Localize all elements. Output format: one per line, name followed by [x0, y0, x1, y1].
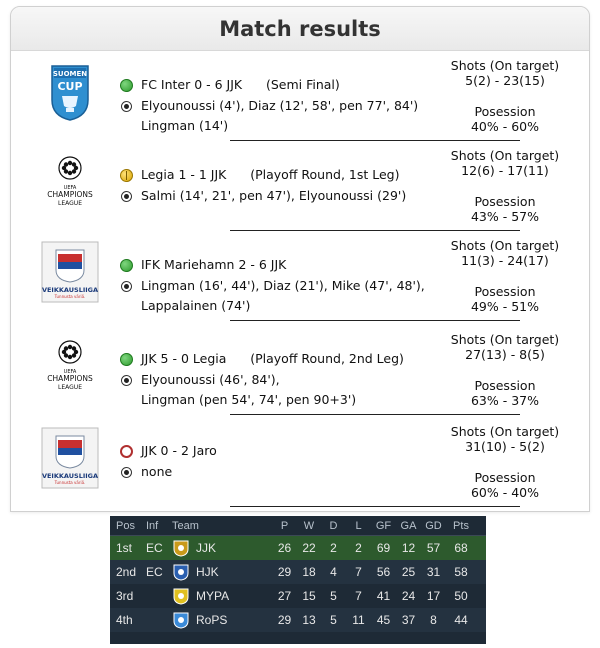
possession-value: 43% - 57%	[470, 209, 540, 224]
match-row	[0, 52, 580, 142]
league-p: 29	[277, 565, 292, 579]
svg-text:VEIKKAUSLIIGA: VEIKKAUSLIIGA	[41, 472, 99, 480]
match-row	[0, 142, 580, 232]
shots-value: 27(13) - 8(5)	[465, 347, 545, 362]
possession-label: Posession	[474, 104, 536, 119]
scorer-line: Lingman (pen 54', 74', pen 90+3')	[141, 392, 357, 407]
goal-ball-icon	[121, 281, 132, 292]
league-d: 5	[330, 613, 337, 627]
scorer-line: Lappalainen (74')	[141, 298, 251, 313]
champions-league-logo	[38, 150, 102, 214]
league-w: 18	[302, 565, 316, 579]
svg-text:UEFA: UEFA	[63, 369, 77, 375]
team-badge-icon	[172, 587, 190, 605]
league-gd: 17	[426, 589, 441, 603]
league-pos: 2nd	[116, 565, 137, 579]
suomen-cup-logo	[38, 60, 102, 124]
champions-league-logo	[38, 334, 102, 398]
league-l: 2	[355, 541, 362, 555]
league-pts: 44	[454, 613, 468, 627]
match-row	[0, 326, 580, 416]
league-pts: 50	[454, 589, 468, 603]
match-scorers	[141, 186, 431, 206]
shots-label: Shots (On target)	[450, 148, 560, 163]
svg-text:VEIKKAUSLIIGA: VEIKKAUSLIIGA	[41, 286, 99, 294]
goal-ball-icon	[121, 467, 132, 478]
header-p: P	[280, 519, 289, 532]
shots-value: 11(3) - 24(17)	[461, 253, 549, 268]
header-gd: GD	[425, 519, 442, 532]
shots-value: 5(2) - 23(15)	[465, 73, 545, 88]
shots-value: 12(6) - 17(11)	[461, 163, 549, 178]
panel-title: Match results	[11, 7, 589, 51]
league-w: 15	[302, 589, 316, 603]
svg-text:CHAMPIONS: CHAMPIONS	[47, 374, 93, 383]
league-inf: EC	[146, 541, 163, 555]
shots-value: 31(10) - 5(2)	[465, 439, 545, 454]
league-ga: 25	[401, 565, 416, 579]
svg-text:CUP: CUP	[57, 80, 83, 93]
match-row	[0, 232, 580, 322]
team-name[interactable]: MYPA	[196, 589, 230, 603]
result-draw-icon	[120, 169, 133, 182]
league-team[interactable]	[172, 587, 272, 605]
header-ga: GA	[400, 519, 417, 532]
team-badge-icon	[172, 611, 190, 629]
league-pos: 1st	[116, 541, 133, 555]
league-d: 5	[330, 589, 337, 603]
result-win-icon	[120, 79, 133, 92]
league-p: 26	[277, 541, 292, 555]
league-body	[110, 536, 486, 632]
scorer-line: Lingman (16', 44'), Diaz (21'), Mike (47', 48'),	[141, 278, 425, 293]
league-pts: 58	[454, 565, 468, 579]
header-pts: Pts	[453, 519, 469, 532]
match-divider	[230, 140, 520, 141]
match-divider	[230, 414, 520, 415]
match-divider	[230, 230, 520, 231]
result-win-icon	[120, 259, 133, 272]
possession-value: 49% - 51%	[470, 299, 540, 314]
league-gd: 31	[426, 565, 441, 579]
league-ga: 24	[401, 589, 416, 603]
league-p: 27	[277, 589, 292, 603]
match-scorers	[141, 276, 431, 316]
league-gf: 41	[376, 589, 391, 603]
league-pos: 3rd	[116, 589, 134, 603]
goal-ball-icon	[121, 191, 132, 202]
match-divider	[230, 506, 520, 507]
league-row[interactable]	[110, 536, 486, 560]
scorer-line: none	[141, 464, 173, 479]
league-table	[110, 516, 486, 644]
possession-value: 40% - 60%	[470, 119, 540, 134]
possession-label: Posession	[474, 284, 536, 299]
league-d: 4	[330, 565, 337, 579]
svg-text:CHAMPIONS: CHAMPIONS	[47, 190, 93, 199]
league-gf: 45	[376, 613, 391, 627]
svg-text:Tunnusta väriä.: Tunnusta väriä.	[54, 480, 86, 485]
league-pos: 4th	[116, 613, 133, 627]
header-pos: Pos	[116, 519, 135, 532]
shots-label: Shots (On target)	[450, 424, 560, 439]
scorer-line: Salmi (14', 21', pen 47'), Elyounoussi (29')	[141, 188, 407, 203]
possession-label: Posession	[474, 194, 536, 209]
league-row[interactable]	[110, 608, 486, 632]
scorer-line: Elyounoussi (46', 84'),	[141, 372, 280, 387]
match-score[interactable]: JJK 0 - 2 Jaro	[141, 443, 217, 458]
shots-label: Shots (On target)	[450, 332, 560, 347]
team-badge-icon	[172, 539, 190, 557]
league-ga: 37	[401, 613, 416, 627]
match-score[interactable]: FC Inter 0 - 6 JJK (Semi Final)	[141, 77, 340, 92]
team-name[interactable]: JJK	[196, 541, 217, 555]
league-gd: 8	[430, 613, 437, 627]
header-d: D	[329, 519, 338, 532]
svg-text:LEAGUE: LEAGUE	[58, 384, 82, 391]
header-l: L	[355, 519, 362, 532]
league-gf: 69	[376, 541, 391, 555]
possession-label: Posession	[474, 470, 536, 485]
svg-text:LEAGUE: LEAGUE	[58, 200, 82, 207]
svg-text:UEFA: UEFA	[63, 185, 77, 191]
goal-ball-icon	[121, 101, 132, 112]
goal-ball-icon	[121, 375, 132, 386]
veikkausliiga-logo	[38, 426, 102, 490]
league-team[interactable]	[172, 563, 272, 581]
result-loss-icon	[120, 445, 133, 458]
league-w: 13	[302, 613, 316, 627]
header-team: Team	[172, 519, 199, 532]
team-badge-icon	[172, 563, 190, 581]
svg-text:Tunnusta väriä.: Tunnusta väriä.	[54, 294, 86, 299]
league-gd: 57	[426, 541, 441, 555]
league-team[interactable]	[172, 539, 272, 557]
team-name[interactable]: RoPS	[196, 613, 228, 627]
header-w: W	[303, 519, 315, 532]
match-scorers	[141, 370, 431, 410]
league-w: 22	[302, 541, 316, 555]
possession-value: 63% - 37%	[470, 393, 540, 408]
match-row	[0, 418, 580, 508]
svg-text:SUOMEN: SUOMEN	[52, 70, 88, 78]
match-divider	[230, 320, 520, 321]
possession-label: Posession	[474, 378, 536, 393]
league-l: 11	[352, 613, 365, 627]
header-gf: GF	[375, 519, 392, 532]
veikkausliiga-logo	[38, 240, 102, 304]
league-gf: 56	[376, 565, 391, 579]
shots-label: Shots (On target)	[450, 58, 560, 73]
league-p: 29	[277, 613, 292, 627]
result-win-icon	[120, 353, 133, 366]
team-name[interactable]: HJK	[196, 565, 219, 579]
header-inf: Inf	[146, 519, 159, 532]
league-l: 7	[355, 565, 362, 579]
league-row[interactable]	[110, 584, 486, 608]
league-team[interactable]	[172, 611, 272, 629]
match-score[interactable]: Legia 1 - 1 JJK (Playoff Round, 1st Leg)	[141, 167, 400, 182]
match-score[interactable]: JJK 5 - 0 Legia (Playoff Round, 2nd Leg)	[141, 351, 404, 366]
league-pts: 68	[454, 541, 468, 555]
possession-value: 60% - 40%	[470, 485, 540, 500]
scorer-line: Lingman (14')	[141, 118, 229, 133]
match-score[interactable]: IFK Mariehamn 2 - 6 JJK	[141, 257, 287, 272]
league-inf: EC	[146, 565, 163, 579]
match-scorers	[141, 96, 431, 136]
league-ga: 12	[401, 541, 416, 555]
match-scorers	[141, 462, 431, 482]
shots-label: Shots (On target)	[450, 238, 560, 253]
league-row[interactable]	[110, 560, 486, 584]
league-header-row	[110, 516, 486, 536]
league-d: 2	[330, 541, 337, 555]
league-l: 7	[355, 589, 362, 603]
scorer-line: Elyounoussi (4'), Diaz (12', 58', pen 77', 84')	[141, 98, 419, 113]
